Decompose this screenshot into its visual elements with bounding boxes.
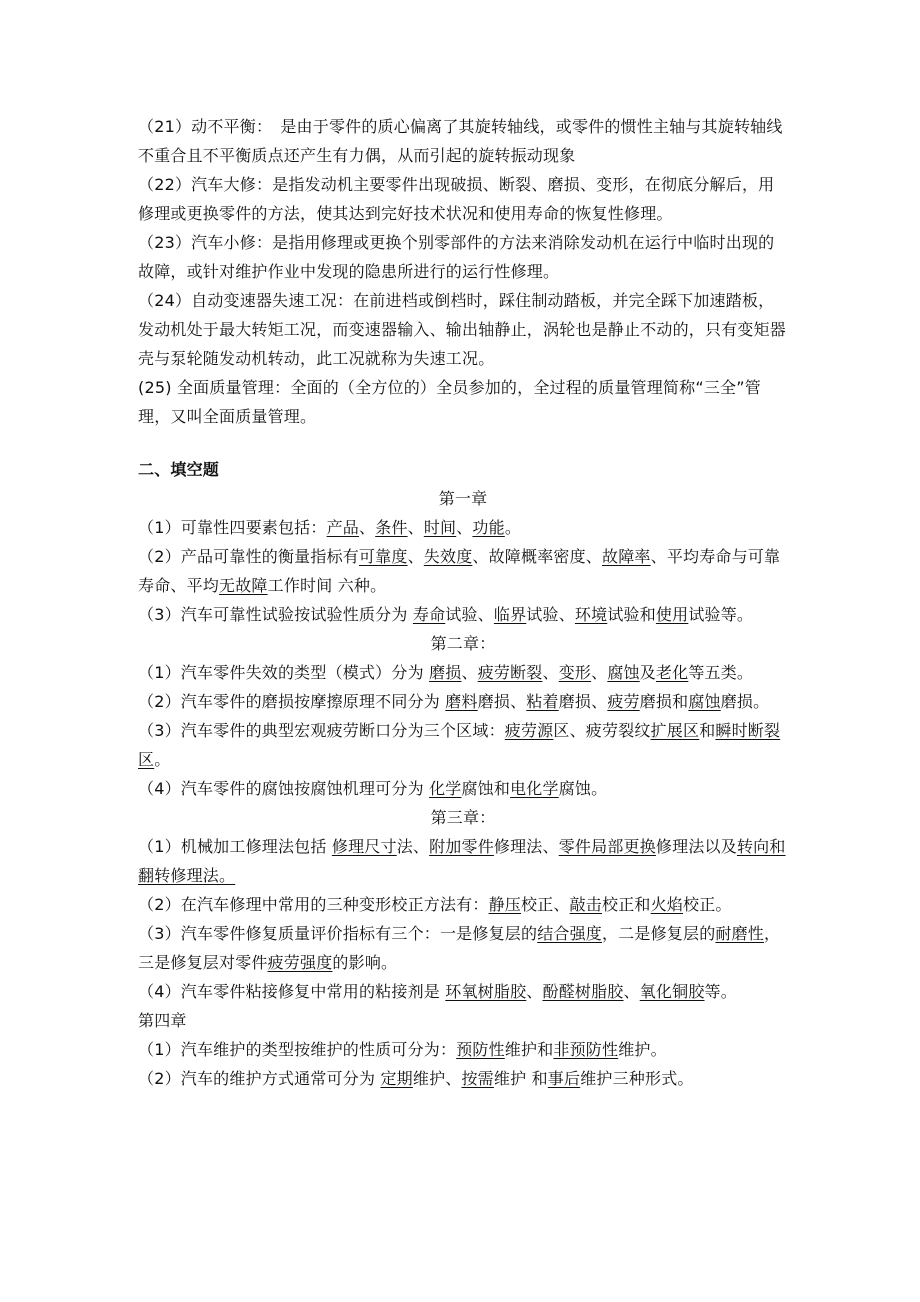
text-segment: 修理法、	[493, 837, 559, 856]
answer-blank: 使用	[655, 605, 689, 624]
paragraph-c4-1	[138, 1035, 788, 1064]
text-segment: （1）机械加工修理法包括	[138, 837, 332, 856]
chapter-title: 第二章：	[430, 634, 496, 653]
text-segment: 、	[623, 982, 640, 1001]
answer-blank: 疲劳强度	[267, 953, 333, 972]
answer-blank: 寿命	[412, 605, 446, 624]
answer-blank: 敲击	[569, 895, 603, 914]
answer-blank: 条件	[375, 518, 408, 537]
answer-blank: 无故障	[219, 576, 268, 595]
text-segment: （4）汽车零件粘接修复中常用的粘接剂是	[138, 982, 446, 1001]
text-segment: 维护三种形式。	[580, 1069, 694, 1088]
text-segment: 工作时间 六种。	[267, 576, 387, 595]
text-segment: 和	[699, 721, 716, 740]
text-segment: 校正、	[521, 895, 570, 914]
text-segment: 腐蚀和	[461, 779, 511, 798]
answer-blank: 疲劳断裂	[477, 663, 543, 682]
text-segment: 区、疲劳裂纹	[553, 721, 651, 740]
text-segment: 等。	[704, 982, 737, 1001]
text-segment: （2）在汽车修理中常用的三种变形校正方法有：	[138, 895, 489, 914]
answer-blank: 失效度	[423, 547, 473, 566]
text-segment: 的影响。	[332, 953, 398, 972]
answer-blank: 预防性	[456, 1040, 505, 1059]
text-segment: 试验等。	[688, 605, 754, 624]
text-segment: （1）可靠性四要素包括：	[138, 518, 327, 537]
text-segment: 维护和	[504, 1040, 554, 1059]
text-segment: （1）汽车零件失效的类型（模式）分为	[138, 663, 430, 682]
paragraph-def-22	[138, 170, 788, 228]
text-segment: 试验、	[445, 605, 494, 624]
paragraph-c3-3	[138, 919, 788, 977]
answer-blank: 环氧树脂胶	[445, 982, 527, 1001]
answer-blank: 粘着	[526, 692, 559, 711]
paragraph-def-23	[138, 228, 788, 286]
paragraph-c3-4	[138, 977, 788, 1006]
text-segment: (25) 全面质量管理：全面的（全方位的）全员参加的，全过程的质量管理简称“三全”管理，又叫全面质量管理。	[138, 378, 761, 426]
text-segment: 磨损。	[720, 692, 770, 711]
answer-blank: 疲劳	[607, 692, 640, 711]
document-body	[138, 112, 788, 1093]
answer-blank: 可靠度	[358, 547, 408, 566]
paragraph-c2-4	[138, 774, 788, 803]
text-segment: 、故障概率密度、	[472, 547, 603, 566]
text-segment: （3）汽车零件修复质量评价指标有三个：一是修复层的	[138, 924, 538, 943]
answer-blank: 磨料	[445, 692, 478, 711]
section-title: 二、填空题	[138, 460, 220, 479]
text-segment: 磨损和	[639, 692, 689, 711]
text-segment: 、	[461, 663, 478, 682]
answer-blank: 火焰	[650, 895, 684, 914]
text-segment: 校正和	[602, 895, 651, 914]
text-segment: 修理法以及	[655, 837, 737, 856]
answer-blank: 酚醛树脂胶	[542, 982, 624, 1001]
paragraph-c1-1	[138, 513, 788, 542]
answer-blank: 按需	[461, 1069, 494, 1088]
text-segment: （2）产品可靠性的衡量指标有	[138, 547, 359, 566]
answer-blank: 时间	[423, 518, 457, 537]
paragraph-def-21	[138, 112, 788, 170]
text-segment: 试验、	[526, 605, 575, 624]
text-segment: （22）汽车大修：是指发动机主要零件出现破损、断裂、磨损、变形，在彻底分解后，用修理或更换零件的方法，使其达到完好技术状况和使用寿命的恢复性修理。	[138, 175, 775, 223]
chapters-list	[138, 484, 788, 1093]
answer-blank: 化学	[429, 779, 462, 798]
text-segment: （23）汽车小修：是指用修理或更换个别零部件的方法来消除发动机在运行中临时出现的故障，或针对维护作业中发现的隐患所进行的运行性修理。	[138, 233, 775, 281]
answer-blank: 临界	[493, 605, 527, 624]
text-segment: （24）自动变速器失速工况：在前进档或倒档时，踩住制动踏板，并完全踩下加速踏板，发动机处于最大转矩工况，而变速器输入、输出轴静止，涡轮也是静止不动的，只有变矩器壳与泵轮随发动机转动，此工况就称为失速工况。	[138, 291, 787, 368]
text-segment: ，二是修复层的	[602, 924, 716, 943]
text-segment: 等五类。	[688, 663, 754, 682]
answer-blank: 事后	[547, 1069, 581, 1088]
answer-blank: 疲劳源	[504, 721, 554, 740]
text-segment: 维护 和	[493, 1069, 548, 1088]
paragraph-c1-2	[138, 542, 788, 600]
chapter-title: 第四章	[138, 1011, 187, 1030]
answer-blank: 瞬时断裂区	[138, 721, 781, 769]
text-segment: （4）汽车零件的腐蚀按腐蚀机理可分为	[138, 779, 430, 798]
paragraph-c4-2	[138, 1064, 788, 1093]
text-segment: 、	[456, 518, 473, 537]
answer-blank: 结合强度	[537, 924, 602, 943]
answer-blank: 环境	[574, 605, 608, 624]
answer-blank: 转向和翻转修理法。	[138, 837, 786, 885]
text-segment: 、	[526, 982, 543, 1001]
text-segment: 维护。	[618, 1040, 667, 1059]
chapter-title: 第三章：	[430, 808, 496, 827]
answer-blank: 电化学	[510, 779, 559, 798]
text-segment: 维护、	[412, 1069, 462, 1088]
answer-blank: 磨损	[429, 663, 462, 682]
definitions-list	[138, 112, 788, 431]
text-segment: 法、	[396, 837, 430, 856]
answer-blank: 非预防性	[553, 1040, 619, 1059]
text-segment: 试验和	[607, 605, 656, 624]
paragraph-def-25	[138, 373, 788, 431]
text-segment: （1）汽车维护的类型按维护的性质可分为：	[138, 1040, 457, 1059]
text-segment: 。	[504, 518, 522, 537]
answer-blank: 耐磨性	[715, 924, 765, 943]
text-segment: （3）汽车零件的典型宏观疲劳断口分为三个区域：	[138, 721, 505, 740]
text-segment: 、	[359, 518, 376, 537]
answer-blank: 变形	[558, 663, 592, 682]
paragraph-def-24	[138, 286, 788, 373]
text-segment: 。	[154, 750, 171, 769]
text-segment: 、	[542, 663, 559, 682]
paragraph-c1-3	[138, 600, 788, 629]
answer-blank: 氧化铜胶	[639, 982, 705, 1001]
text-segment: （2）汽车零件的磨损按摩擦原理不同分为	[138, 692, 446, 711]
answer-blank: 功能	[472, 518, 505, 537]
answer-blank: 腐蚀	[688, 692, 721, 711]
paragraph-c2-1	[138, 658, 788, 687]
answer-blank: 修理尺寸	[331, 837, 397, 856]
text-segment: 、	[591, 663, 608, 682]
text-segment: 磨损、	[477, 692, 527, 711]
paragraph-c2-2	[138, 687, 788, 716]
answer-blank: 扩展区	[650, 721, 700, 740]
answer-blank: 定期	[380, 1069, 413, 1088]
answer-blank: 零件局部更换	[558, 837, 656, 856]
text-segment: 及	[639, 663, 656, 682]
answer-blank: 故障率	[602, 547, 651, 566]
text-segment: （21）动不平衡： 是由于零件的质心偏离了其旋转轴线，或零件的惯性主轴与其旋转轴线不重合且不平衡质点还产生有力偶，从而引起的旋转振动现象	[138, 117, 783, 165]
text-segment: 、	[407, 518, 424, 537]
text-segment: 校正。	[683, 895, 732, 914]
text-segment: （3）汽车可靠性试验按试验性质分为	[138, 605, 413, 624]
text-segment: ，三是修复层对零件	[138, 924, 781, 972]
answer-blank: 静压	[488, 895, 521, 914]
answer-blank: 产品	[326, 518, 359, 537]
text-segment: 磨损、	[558, 692, 608, 711]
answer-blank: 附加零件	[429, 837, 494, 856]
answer-blank: 老化	[655, 663, 689, 682]
paragraph-c2-3	[138, 716, 788, 774]
text-segment: 、平均寿命与可靠寿命、平均	[138, 547, 781, 595]
answer-blank: 腐蚀	[607, 663, 640, 682]
paragraph-c3-2	[138, 890, 788, 919]
paragraph-c3-1	[138, 832, 788, 890]
text-segment: （2）汽车的维护方式通常可分为	[138, 1069, 381, 1088]
chapter-title: 第一章	[438, 489, 488, 508]
text-segment: 腐蚀。	[558, 779, 608, 798]
text-segment: 、	[407, 547, 424, 566]
